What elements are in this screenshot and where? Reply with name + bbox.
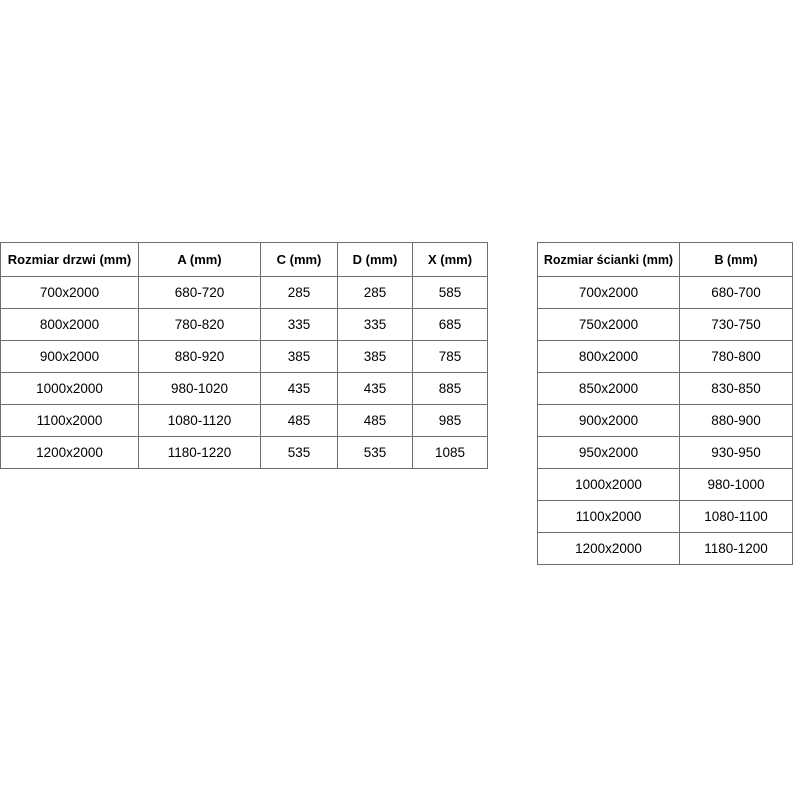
table-cell: 1000x2000 xyxy=(538,469,680,501)
table-cell: 485 xyxy=(261,405,338,437)
table-row xyxy=(1,277,488,309)
table-row xyxy=(538,501,793,533)
table-cell: 585 xyxy=(413,277,488,309)
table-cell: 1100x2000 xyxy=(538,501,680,533)
table-row xyxy=(538,405,793,437)
column-header: Rozmiar ścianki (mm) xyxy=(538,243,680,277)
door-sizes-header-row xyxy=(1,243,488,277)
table-cell: 1200x2000 xyxy=(1,437,139,469)
table-cell: 880-920 xyxy=(139,341,261,373)
table-cell: 535 xyxy=(338,437,413,469)
table-cell: 900x2000 xyxy=(1,341,139,373)
column-header: C (mm) xyxy=(261,243,338,277)
table-cell: 1100x2000 xyxy=(1,405,139,437)
column-header: X (mm) xyxy=(413,243,488,277)
table-cell: 880-900 xyxy=(680,405,793,437)
column-header: A (mm) xyxy=(139,243,261,277)
table-cell: 1080-1100 xyxy=(680,501,793,533)
table-cell: 680-720 xyxy=(139,277,261,309)
table-cell: 1000x2000 xyxy=(1,373,139,405)
table-cell: 785 xyxy=(413,341,488,373)
table-row xyxy=(1,373,488,405)
table-cell: 285 xyxy=(261,277,338,309)
table-cell: 900x2000 xyxy=(538,405,680,437)
table-cell: 980-1020 xyxy=(139,373,261,405)
table-cell: 950x2000 xyxy=(538,437,680,469)
table-cell: 685 xyxy=(413,309,488,341)
table-cell: 385 xyxy=(261,341,338,373)
table-cell: 385 xyxy=(338,341,413,373)
wall-sizes-header-row xyxy=(538,243,793,277)
table-row xyxy=(538,277,793,309)
table-row xyxy=(1,341,488,373)
table-cell: 1085 xyxy=(413,437,488,469)
column-header: D (mm) xyxy=(338,243,413,277)
table-cell: 730-750 xyxy=(680,309,793,341)
door-sizes-table xyxy=(0,242,488,469)
table-row xyxy=(538,309,793,341)
table-cell: 435 xyxy=(338,373,413,405)
table-cell: 800x2000 xyxy=(1,309,139,341)
table-cell: 980-1000 xyxy=(680,469,793,501)
table-cell: 535 xyxy=(261,437,338,469)
table-cell: 335 xyxy=(261,309,338,341)
table-row xyxy=(538,373,793,405)
table-cell: 800x2000 xyxy=(538,341,680,373)
table-cell: 850x2000 xyxy=(538,373,680,405)
table-cell: 1200x2000 xyxy=(538,533,680,565)
table-cell: 750x2000 xyxy=(538,309,680,341)
table-row xyxy=(538,533,793,565)
table-row xyxy=(538,437,793,469)
wall-sizes-table xyxy=(537,242,793,565)
table-cell: 680-700 xyxy=(680,277,793,309)
table-row xyxy=(1,309,488,341)
column-header: B (mm) xyxy=(680,243,793,277)
table-row xyxy=(538,469,793,501)
table-cell: 830-850 xyxy=(680,373,793,405)
table-cell: 335 xyxy=(338,309,413,341)
table-cell: 700x2000 xyxy=(1,277,139,309)
table-cell: 435 xyxy=(261,373,338,405)
table-cell: 285 xyxy=(338,277,413,309)
table-row xyxy=(538,341,793,373)
column-header: Rozmiar drzwi (mm) xyxy=(1,243,139,277)
table-cell: 485 xyxy=(338,405,413,437)
table-cell: 1080-1120 xyxy=(139,405,261,437)
table-cell: 700x2000 xyxy=(538,277,680,309)
table-row xyxy=(1,405,488,437)
table-cell: 885 xyxy=(413,373,488,405)
table-cell: 985 xyxy=(413,405,488,437)
table-cell: 1180-1200 xyxy=(680,533,793,565)
table-row xyxy=(1,437,488,469)
table-cell: 1180-1220 xyxy=(139,437,261,469)
table-cell: 930-950 xyxy=(680,437,793,469)
table-cell: 780-820 xyxy=(139,309,261,341)
table-cell: 780-800 xyxy=(680,341,793,373)
